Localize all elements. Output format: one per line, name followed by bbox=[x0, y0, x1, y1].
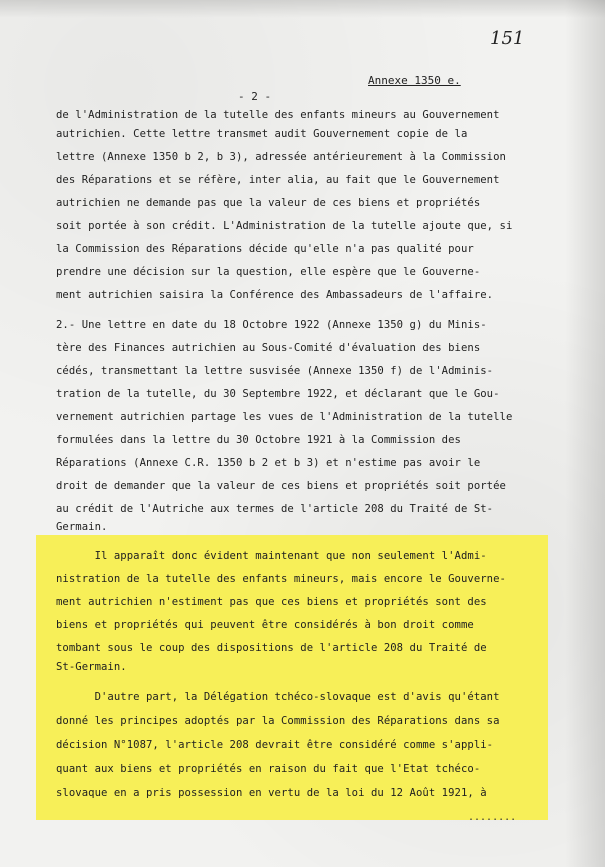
text-line: donné les principes adoptés par la Commission des Réparations dans sa bbox=[56, 715, 500, 727]
text-line: de l'Administration de la tutelle des enfants mineurs au Gouvernement bbox=[56, 109, 500, 121]
text-line: tère des Finances autrichien au Sous-Comité d'évaluation des biens bbox=[56, 342, 481, 354]
text-line: Germain. bbox=[56, 521, 108, 533]
text-line: vernement autrichien partage les vues de l'Administration de la tutelle bbox=[56, 411, 513, 423]
text-line: tration de la tutelle, du 30 Septembre 1922, et déclarant que le Gou- bbox=[56, 388, 500, 400]
text-line: Réparations (Annexe C.R. 1350 b 2 et b 3) et n'estime pas avoir le bbox=[56, 457, 481, 469]
text-line: quant aux biens et propriétés en raison du fait que l'Etat tchéco- bbox=[56, 763, 481, 775]
scan-shadow-right bbox=[565, 0, 605, 867]
text-line: au crédit de l'Autriche aux termes de l'article 208 du Traité de St- bbox=[56, 503, 494, 515]
text-line: formulées dans la lettre du 30 Octobre 1921 à la Commission des bbox=[56, 434, 461, 446]
text-line: biens et propriétés qui peuvent être considérés à bon droit comme bbox=[56, 619, 474, 631]
text-line: autrichien. Cette lettre transmet audit Gouvernement copie de la bbox=[56, 128, 468, 140]
text-line: autrichien ne demande pas que la valeur de ces biens et propriétés bbox=[56, 197, 481, 209]
text-line: décision N°1087, l'article 208 devrait être considéré comme s'appli- bbox=[56, 739, 494, 751]
text-line: des Réparations et se réfère, inter alia, au fait que le Gouvernement bbox=[56, 174, 500, 186]
text-line: Il apparaît donc évident maintenant que non seulement l'Admi- bbox=[56, 550, 487, 562]
page-number: - 2 - bbox=[238, 90, 272, 103]
handwritten-folio-number: 151 bbox=[490, 28, 525, 49]
text-line: cédés, transmettant la lettre susvisée (Annexe 1350 f) de l'Adminis- bbox=[56, 365, 494, 377]
text-line: St-Germain. bbox=[56, 661, 127, 673]
annex-reference: Annexe 1350 e. bbox=[368, 74, 461, 87]
text-line: droit de demander que la valeur de ces biens et propriétés soit portée bbox=[56, 480, 506, 492]
scan-shadow-top bbox=[0, 0, 605, 18]
text-line: ment autrichien saisira la Conférence des Ambassadeurs de l'affaire. bbox=[56, 289, 494, 301]
text-line: tombant sous le coup des dispositions de l'article 208 du Traité de bbox=[56, 642, 487, 654]
continuation-marker: ........ bbox=[468, 812, 517, 823]
text-line: ment autrichien n'estiment pas que ces biens et propriétés sont des bbox=[56, 596, 487, 608]
text-line: D'autre part, la Délégation tchéco-slovaque est d'avis qu'étant bbox=[56, 691, 500, 703]
text-line: la Commission des Réparations décide qu'elle n'a pas qualité pour bbox=[56, 243, 474, 255]
text-line: prendre une décision sur la question, elle espère que le Gouverne- bbox=[56, 266, 481, 278]
text-line: soit portée à son crédit. L'Administration de la tutelle ajoute que, si bbox=[56, 220, 513, 232]
text-line: 2.- Une lettre en date du 18 Octobre 1922 (Annexe 1350 g) du Minis- bbox=[56, 319, 487, 331]
text-line: nistration de la tutelle des enfants mineurs, mais encore le Gouverne- bbox=[56, 573, 506, 585]
text-line: lettre (Annexe 1350 b 2, b 3), adressée antérieurement à la Commission bbox=[56, 151, 506, 163]
text-line: slovaque en a pris possession en vertu de la loi du 12 Août 1921, à bbox=[56, 787, 487, 799]
